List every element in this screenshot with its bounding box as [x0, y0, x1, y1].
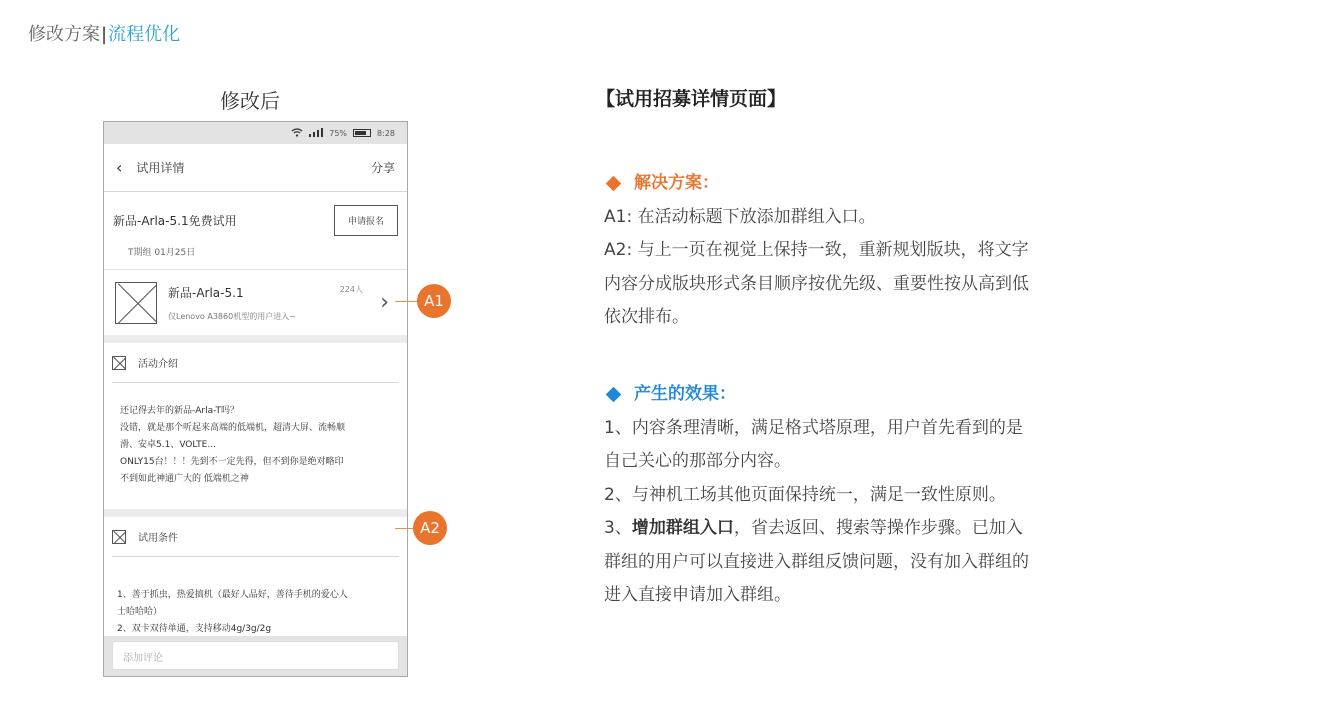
effect-line: 1、内容条理清晰，满足格式塔原理，用户首先看到的是: [604, 417, 1023, 438]
conditions-line: 1、善于抓虫，热爱搞机（最好人品好，善待手机的爱心人: [117, 590, 348, 600]
status-bar: [104, 122, 407, 144]
solution-section: [604, 167, 1084, 335]
diamond-bullet-icon: [606, 387, 622, 403]
intro-line: 不到如此神通广大的 低端机之神: [120, 474, 249, 484]
solution-title-row: [604, 167, 1084, 201]
chevron-right-icon[interactable]: ›: [380, 290, 389, 315]
intro-body: [104, 383, 407, 509]
nav-bar: [104, 144, 407, 192]
battery-icon: [353, 129, 371, 137]
back-chevron-icon[interactable]: ‹: [116, 158, 123, 177]
intro-line: 没错，就是那个听起来高端的低端机，超清大屏、流畅顺: [120, 423, 346, 433]
effect-title-row: [604, 378, 1084, 412]
effect-section: [604, 378, 1084, 613]
solution-line: A2: 与上一页在视觉上保持一致，重新规划版块，将文字: [604, 240, 1029, 260]
deadline-text: T期组 01月25日: [128, 248, 196, 258]
intro-title: 活动介绍: [138, 359, 178, 370]
effect-line: 自己关心的那部分内容。: [604, 451, 791, 471]
product-title: 新品-Arla-5.1免费试用: [113, 213, 237, 228]
group-desc: 仅Lenovo A3860机型的用户进入~: [168, 311, 296, 321]
breadcrumb-separator: |: [101, 24, 108, 45]
comment-input[interactable]: 添加评论: [112, 641, 399, 670]
after-label: 修改后: [220, 89, 280, 113]
conditions-image-icon: [112, 530, 126, 544]
status-time: 8:28: [377, 128, 395, 138]
intro-line: 滑、安卓5.1、VOLTE...: [120, 440, 216, 450]
conditions-line: 2、双卡双待单通，支持移动4g/3g/2g: [117, 624, 272, 634]
phone-mockup: [103, 121, 408, 677]
intro-line: 还记得去年的新品-Arla-T吗？: [120, 406, 240, 416]
effect-title: 产生的效果：: [634, 384, 736, 404]
group-entry[interactable]: [104, 269, 407, 335]
callout-a2: A2: [413, 511, 447, 545]
conditions-title: 试用条件: [138, 533, 178, 544]
solution-line: 依次排布。: [604, 307, 689, 327]
product-row: [104, 200, 407, 240]
diamond-bullet-icon: [606, 176, 622, 192]
callout-line-a1: [395, 301, 419, 302]
nav-title: 试用详情: [136, 161, 185, 175]
conditions-body: [104, 557, 407, 638]
intro-header: [112, 343, 399, 383]
section-divider: [104, 335, 407, 343]
share-button[interactable]: 分享: [370, 161, 395, 175]
intro-image-icon: [112, 356, 126, 370]
breadcrumb-current: 流程优化: [108, 24, 181, 45]
comment-bar: [104, 636, 407, 676]
effect-line: 2、与神机工场其他页面保持统一，满足一致性原则。: [604, 484, 1006, 505]
breadcrumb-parent: 修改方案: [28, 24, 100, 45]
section-divider: [104, 509, 407, 517]
conditions-header: [112, 517, 399, 557]
effect-line3-rest: ，省去返回、搜索等操作步骤。已加入: [733, 518, 1023, 538]
effect-line: 进入直接申请加入群组。: [604, 585, 791, 605]
conditions-line: 士哈哈哈）: [117, 607, 163, 617]
group-name: 新品-Arla-5.1: [168, 285, 244, 300]
group-member-count: 224人: [339, 285, 363, 294]
solution-line: A1: 在活动标题下放添加群组入口。: [604, 206, 876, 227]
intro-line: ONLY15台！！！先到不一定先得，但不到你是绝对略印: [120, 457, 344, 467]
battery-percent: 75%: [329, 128, 348, 138]
effect-line3-bold: 增加群组入口: [631, 518, 734, 538]
page-heading: 【试用招募详情页面】: [596, 88, 787, 110]
group-image-placeholder: [115, 282, 157, 324]
effect-line: 群组的用户可以直接进入群组反馈问题，没有加入群组的: [604, 551, 1029, 572]
breadcrumb: [28, 20, 180, 46]
callout-a1: A1: [417, 284, 451, 318]
apply-button[interactable]: 申请报名: [334, 205, 398, 236]
solution-title: 解决方案：: [634, 173, 719, 193]
signal-icon: [309, 128, 323, 139]
effect-line-3: [604, 512, 1084, 546]
effect-line3-prefix: 3、: [604, 518, 632, 538]
solution-line: 内容分成版块形式条目顺序按优先级、重要性按从高到低: [604, 273, 1029, 294]
wifi-icon: [291, 128, 303, 139]
